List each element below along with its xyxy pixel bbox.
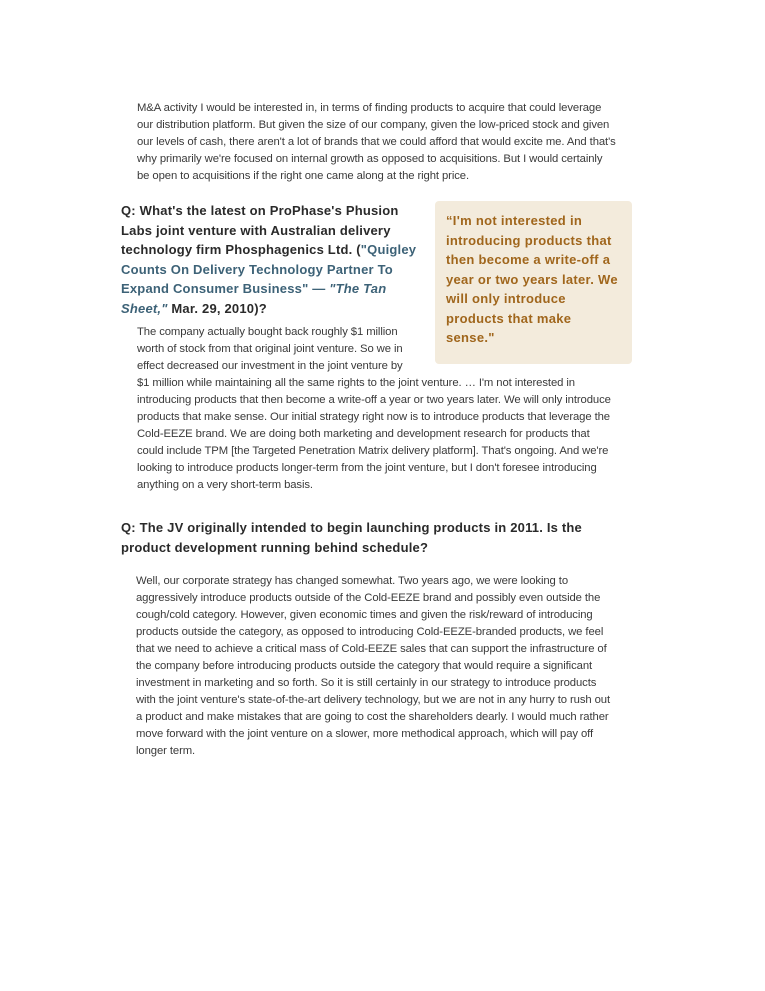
answer-paragraph-1	[137, 324, 611, 494]
question-line	[121, 299, 416, 319]
paragraph-line: investment in marketing and so forth. So it is still certainly in our strategy to introduce products	[136, 677, 597, 689]
paragraph-line: worth of stock from that original joint venture. So we in	[137, 343, 403, 355]
paragraph-line: cough/cold category. However, given economic times and given the risk/reward of introducing	[136, 609, 593, 621]
paragraph-line: be open to acquisitions if the right one came along at the right price.	[137, 170, 470, 182]
paragraph-line: a product and make mistakes that are going to cost the shareholders dearly. I would much rather	[136, 711, 609, 723]
paragraph-line: Cold-EEZE brand. We are doing both marketing and development research for products that	[137, 428, 590, 440]
paragraph-line: longer term.	[136, 745, 196, 757]
publication-name[interactable]: Sheet,"	[121, 300, 168, 316]
question-line: Q: What's the latest on ProPhase's Phusion	[121, 203, 399, 218]
paragraph-line: could include TPM [the Targeted Penetration Matrix delivery platform]. That's ongoing. And we're	[137, 445, 609, 457]
pull-quote-line: then become a write-off a	[446, 252, 611, 267]
pull-quote-line: year or two years later. We	[446, 271, 618, 287]
pull-quote-line: “I'm not interested in	[446, 213, 583, 228]
question-heading-2	[121, 518, 582, 557]
answer-paragraph-2	[136, 573, 610, 760]
paragraph-line: M&A activity I would be interested in, in terms of finding products to acquire that could leverage	[137, 102, 602, 114]
question-text: technology firm Phosphagenics Ltd. (	[121, 242, 361, 257]
intro-paragraph	[137, 100, 616, 185]
pull-quote-line: products that make	[446, 310, 572, 326]
article-link-line[interactable]: Counts On Delivery Technology Partner To	[121, 261, 393, 277]
paragraph-line: anything on a very short-term basis.	[137, 479, 313, 491]
paragraph-line: our levels of cash, there aren't a lot of brands that we could afford that would excite me. And that's	[137, 136, 616, 148]
article-link[interactable]: "Quigley	[360, 242, 417, 257]
question-heading-1	[121, 201, 416, 318]
paragraph-line: Well, our corporate strategy has changed somewhat. Two years ago, we were looking to	[136, 575, 568, 587]
paragraph-line: effect decreased our investment in the joint venture by	[137, 360, 403, 372]
paragraph-line: aggressively introduce products outside of the Cold-EEZE brand and possibly even outside the	[136, 592, 601, 604]
question-line: Q: The JV originally intended to begin launching products in 2011. Is the	[121, 520, 582, 535]
question-line: product development running behind schedule?	[121, 539, 429, 555]
paragraph-line: products that make sense. Our initial strategy right now is to introduce products that leverage the	[137, 411, 610, 423]
pull-quote-line: introducing products that	[446, 232, 612, 248]
paragraph-line: our distribution platform. But given the size of our company, given the low-priced stock and given	[137, 119, 610, 131]
paragraph-line: introducing products that then become a write-off a year or two years later. We will only introduce	[137, 394, 611, 406]
question-line	[121, 240, 416, 260]
pull-quote-line: will only introduce	[446, 291, 566, 306]
paragraph-line: products outside the category, as opposed to introducing Cold-EEZE-branded products, we feel	[136, 626, 604, 638]
paragraph-line: The company actually bought back roughly $1 million	[137, 326, 398, 338]
paragraph-line: with the joint venture's state-of-the-art delivery technology, but we are not in any hurry to rush out	[136, 694, 611, 706]
pull-quote-line: sense."	[446, 330, 495, 345]
question-line	[121, 279, 416, 299]
paragraph-line: why primarily we're focused on internal growth as opposed to acquisitions. But I would certainly	[137, 153, 603, 165]
question-date: Mar. 29, 2010)?	[167, 300, 267, 316]
paragraph-line: that we need to achieve a critical mass of Cold-EEZE sales that can support the infrastructure of	[136, 643, 607, 655]
paragraph-line: $1 million while maintaining all the same rights to the joint venture. … I'm not interested in	[137, 377, 575, 389]
paragraph-line: move forward with the joint venture on a slower, more methodical approach, which will pay off	[136, 728, 594, 740]
paragraph-line: looking to introduce products longer-term from the joint venture, but I don't foresee introducing	[137, 462, 597, 474]
question-line: Labs joint venture with Australian delivery	[121, 222, 391, 238]
article-link-line[interactable]: Expand Consumer Business" —	[121, 281, 330, 296]
paragraph-line: the company before introducing products outside the category that would require a significant	[136, 660, 593, 672]
publication-name[interactable]: "The Tan	[329, 281, 387, 296]
